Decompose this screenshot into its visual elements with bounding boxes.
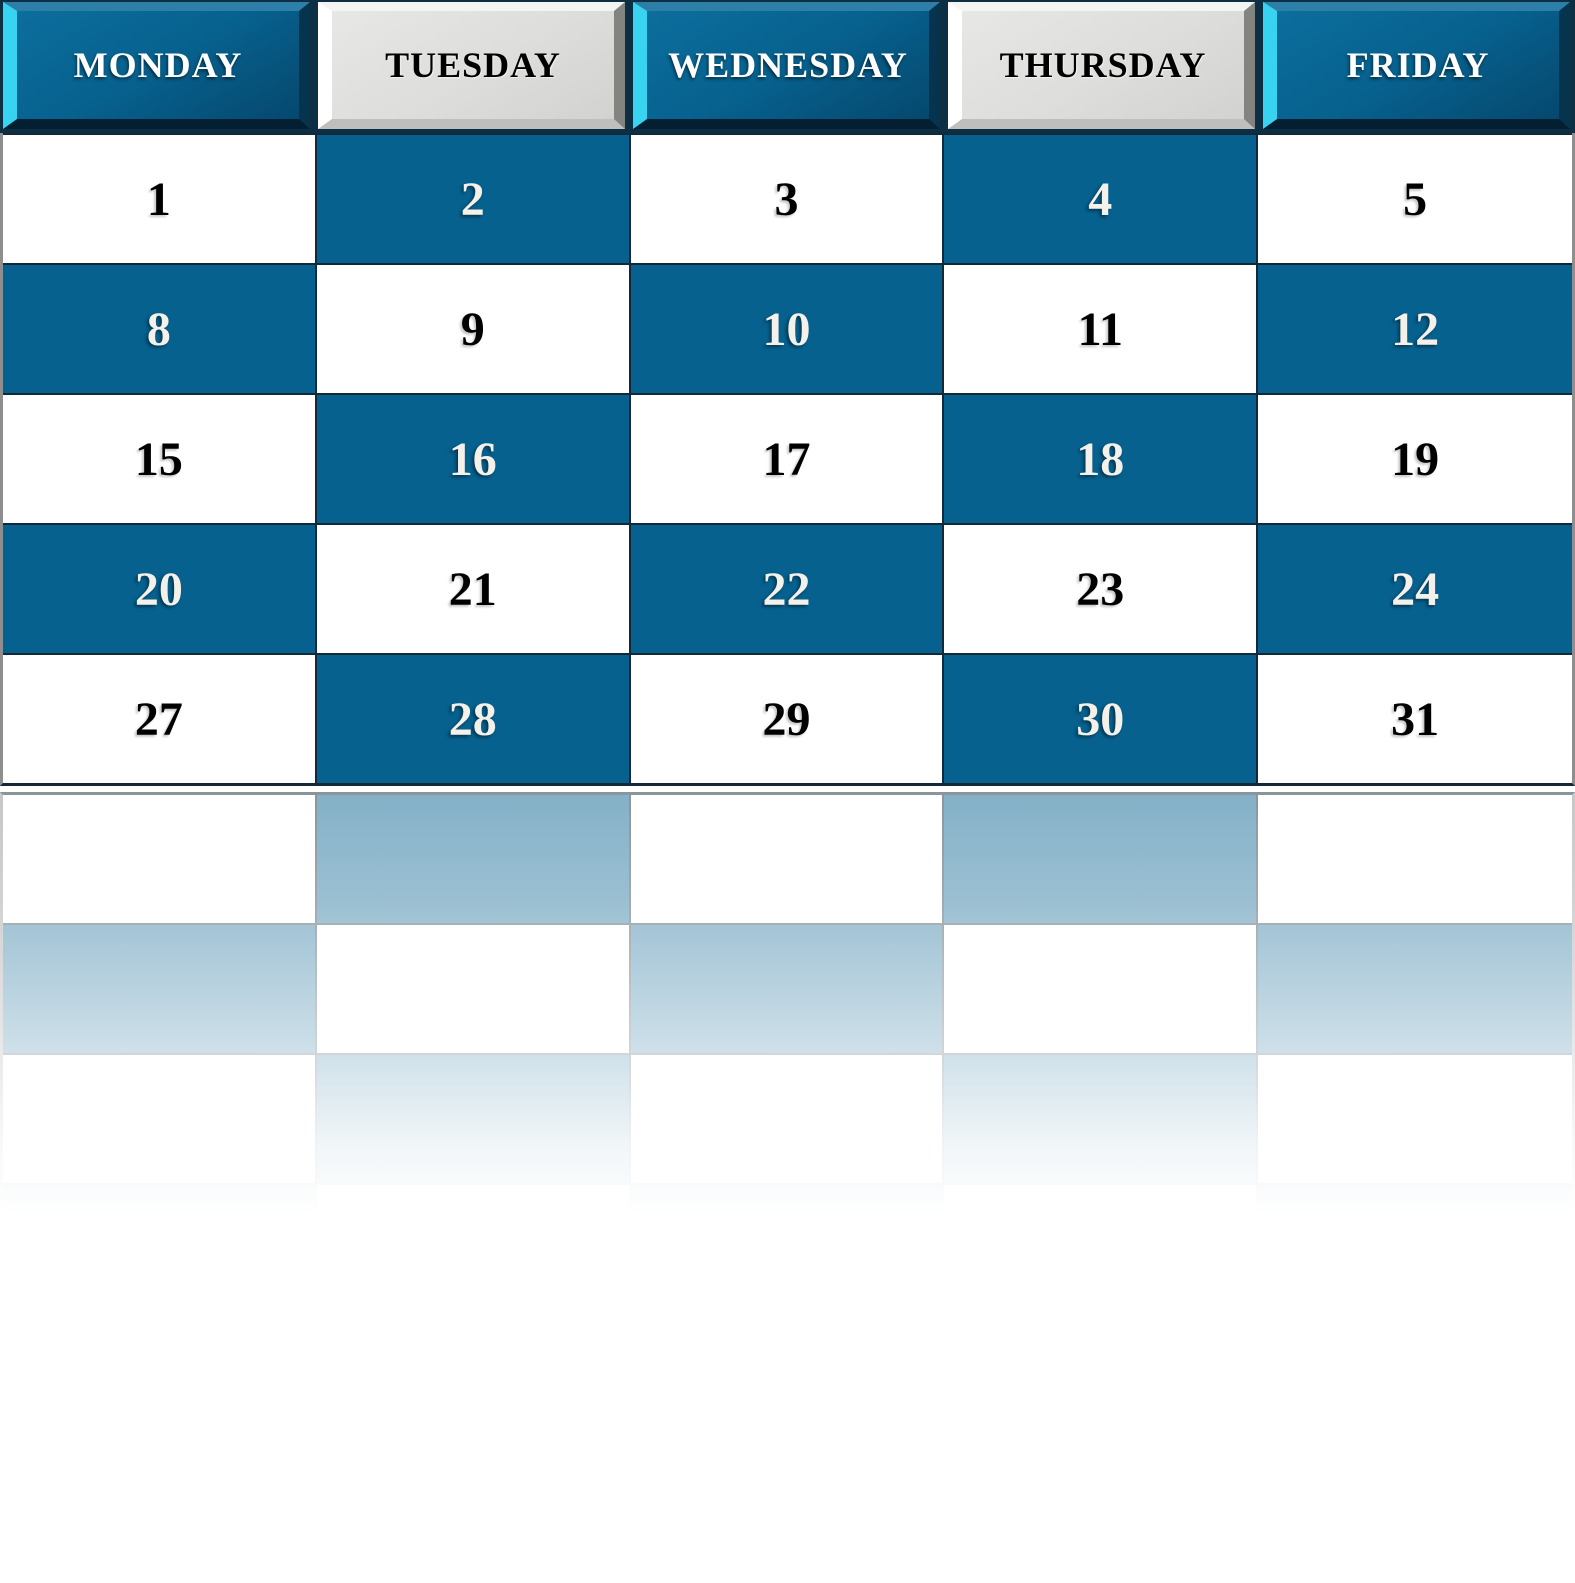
date-cell[interactable]: 9 [317,263,631,393]
day-header-label: MONDAY [73,45,243,85]
day-header-label: FRIDAY [1346,45,1490,85]
day-header-button-monday[interactable] [3,2,310,129]
date-cell[interactable]: 4 [944,133,1258,263]
date-cell[interactable]: 24 [1258,523,1572,653]
date-cell[interactable]: 31 [1258,653,1572,783]
date-cell[interactable]: 20 [3,523,317,653]
date-cell[interactable]: 17 [631,393,945,523]
day-header-button-friday[interactable] [1263,2,1570,129]
day-header-label: THURSDAY [999,45,1207,85]
date-cell[interactable]: 19 [1258,393,1572,523]
day-header-button-tuesday[interactable] [318,2,625,129]
day-header-button-wednesday[interactable] [633,2,940,129]
calendar-header-row [0,0,1575,133]
date-cell[interactable]: 15 [3,393,317,523]
day-header-label: WEDNESDAY [668,45,908,85]
date-cell[interactable]: 16 [317,393,631,523]
reflection-fade-overlay [0,792,1575,1232]
date-cell[interactable]: 30 [944,653,1258,783]
date-cell[interactable]: 3 [631,133,945,263]
calendar-grid [0,133,1575,786]
date-cell[interactable]: 18 [944,393,1258,523]
date-cell[interactable]: 28 [317,653,631,783]
date-cell[interactable]: 12 [1258,263,1572,393]
date-cell[interactable]: 23 [944,523,1258,653]
date-cell[interactable]: 11 [944,263,1258,393]
date-cell[interactable]: 22 [631,523,945,653]
table-reflection [0,792,1575,1232]
date-cell[interactable]: 2 [317,133,631,263]
date-cell[interactable]: 21 [317,523,631,653]
date-cell[interactable]: 8 [3,263,317,393]
date-cell[interactable]: 1 [3,133,317,263]
day-header-button-thursday[interactable] [948,2,1255,129]
date-cell[interactable]: 10 [631,263,945,393]
date-cell[interactable]: 5 [1258,133,1572,263]
day-header-label: TUESDAY [385,45,561,85]
date-cell[interactable]: 27 [3,653,317,783]
date-cell[interactable]: 29 [631,653,945,783]
